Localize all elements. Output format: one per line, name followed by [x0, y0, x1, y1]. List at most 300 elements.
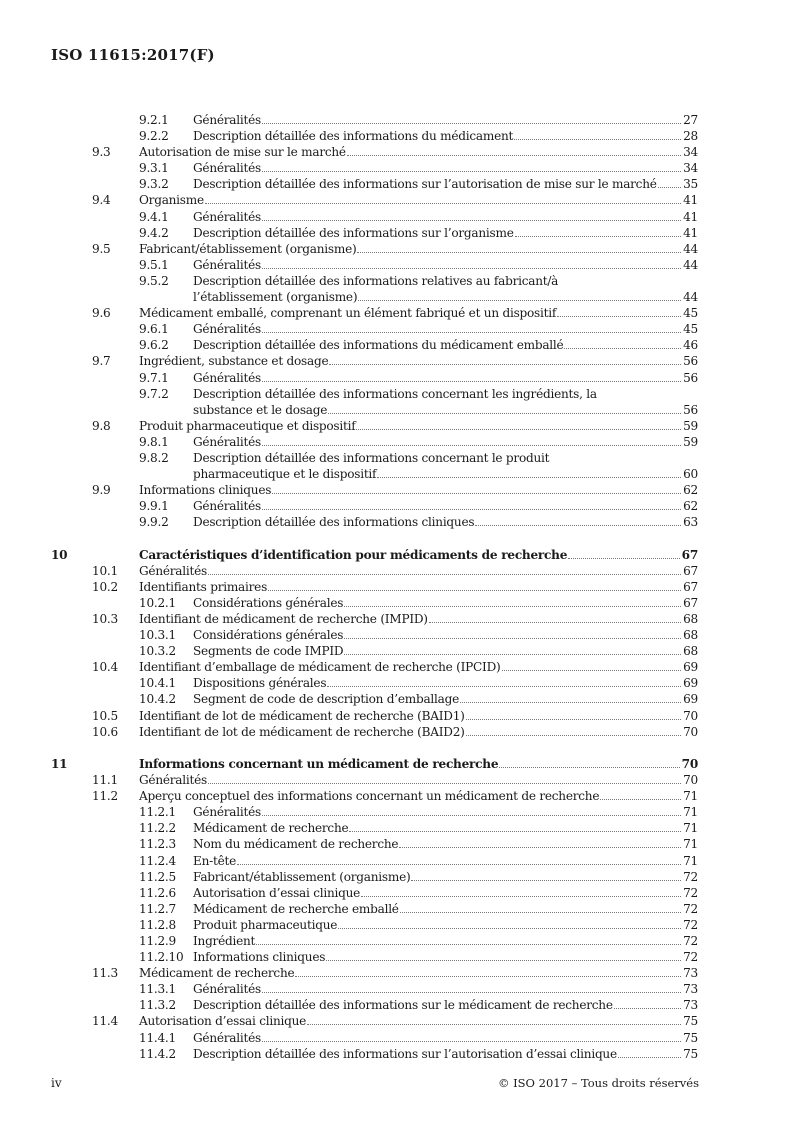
- toc-entry-number: 11.2.4: [139, 853, 176, 868]
- toc-entry[interactable]: [0, 160, 793, 176]
- toc-entry-title-line: [193, 643, 682, 659]
- toc-entry-title-line: [193, 514, 682, 530]
- toc-entry[interactable]: [0, 933, 793, 949]
- toc-entry-number: 11.2.5: [139, 869, 176, 884]
- toc-entry-title: Produit pharmaceutique: [193, 917, 338, 932]
- toc-entry-page: 75: [683, 1030, 698, 1045]
- toc-entry-title: Fabricant/établissement (organisme): [139, 241, 357, 256]
- toc-entry-title: Généralités: [193, 209, 261, 224]
- toc-entry-title-line: [139, 305, 682, 321]
- toc-entry-title-line: [193, 128, 682, 144]
- toc-entry-title: Généralités: [193, 1030, 261, 1045]
- toc-entry-page: 72: [683, 901, 698, 916]
- toc-entry-page: 71: [683, 789, 698, 804]
- toc-entry-number: 9.3.2: [139, 177, 169, 192]
- toc-entry[interactable]: [0, 144, 793, 160]
- dot-leader: [399, 847, 681, 848]
- toc-entry-number: 9.8: [92, 418, 111, 433]
- toc-entry-number: 9.5.2: [139, 273, 169, 288]
- toc-entry-page: 27: [683, 113, 698, 127]
- toc-entry-title-line: [139, 353, 682, 369]
- toc-entry[interactable]: [0, 853, 793, 869]
- toc-entry[interactable]: [0, 176, 793, 192]
- dot-leader: [502, 670, 682, 671]
- toc-entry-number: 9.2.1: [139, 113, 169, 127]
- toc-entry-page: 62: [683, 483, 698, 498]
- toc-entry-title-continuation: [193, 289, 682, 305]
- toc-entry[interactable]: [0, 756, 793, 772]
- toc-entry-title: Aperçu conceptuel des informations concernant un médicament de recherche: [139, 789, 600, 804]
- toc-entry-title-line: [193, 885, 682, 901]
- toc-entry-page: 41: [683, 225, 698, 240]
- toc-entry-page: 59: [683, 434, 698, 449]
- toc-entry-number: 11.2.10: [139, 950, 184, 965]
- toc-entry-title-line: [139, 547, 681, 563]
- toc-entry-title: Description détaillée des informations concernant les ingrédients, la: [193, 386, 597, 401]
- toc-entry-number: 9.9.2: [139, 515, 169, 530]
- toc-entry-title: Identifiant de lot de médicament de recherche (BAID2): [139, 724, 465, 739]
- toc-entry[interactable]: [0, 691, 793, 707]
- toc-entry[interactable]: [0, 885, 793, 901]
- toc-entry-number: 9.8.2: [139, 450, 169, 465]
- toc-entry-number: 11.2.6: [139, 885, 176, 900]
- toc-entry-page: 72: [683, 950, 698, 965]
- toc-entry-number: 9.4: [92, 193, 111, 208]
- toc-entry-page: 67: [683, 579, 698, 594]
- toc-entry[interactable]: [0, 257, 793, 273]
- toc-entry-page: 44: [683, 241, 698, 256]
- toc-entry-number: 11.3.2: [139, 998, 176, 1013]
- toc-entry-title: Description détaillée des informations sur l’autorisation d’essai clinique: [193, 1046, 617, 1061]
- dot-leader: [326, 960, 681, 961]
- toc-entry-number: 10.6: [92, 724, 118, 739]
- toc-entry[interactable]: [0, 643, 793, 659]
- toc-entry-number: 11.2.1: [139, 805, 176, 820]
- toc-entry-page: 73: [683, 966, 698, 981]
- toc-entry[interactable]: [0, 804, 793, 820]
- toc-entry[interactable]: [0, 772, 793, 788]
- dot-leader: [307, 1024, 681, 1025]
- toc-entry[interactable]: [0, 901, 793, 917]
- toc-entry[interactable]: [0, 450, 793, 482]
- toc-entry[interactable]: [0, 997, 793, 1013]
- toc-entry-title: Ingrédient: [193, 933, 256, 948]
- toc-entry-title: Autorisation de mise sur le marché: [139, 145, 346, 160]
- toc-entry-title: Médicament emballé, comprenant un élément fabriqué et un dispositif: [139, 306, 557, 321]
- toc-entry-page: 41: [683, 209, 698, 224]
- toc-entry-title-line: [139, 482, 682, 498]
- dot-leader: [358, 300, 681, 301]
- dot-leader: [262, 268, 681, 269]
- toc-entry-title: Médicament de recherche: [193, 821, 349, 836]
- toc-entry-page: 34: [683, 161, 698, 176]
- toc-entry-title: Généralités: [193, 113, 261, 127]
- toc-entry[interactable]: [0, 128, 793, 144]
- toc-entry[interactable]: [0, 627, 793, 643]
- toc-entry-title-line: [193, 675, 682, 691]
- toc-entry[interactable]: [0, 965, 793, 981]
- toc-entry-page: 70: [683, 773, 698, 788]
- toc-entry[interactable]: [0, 949, 793, 965]
- toc-entry[interactable]: [0, 1046, 793, 1062]
- toc-entry-title: Description détaillée des informations relatives au fabricant/à: [193, 273, 559, 288]
- dot-leader: [499, 767, 680, 768]
- toc-entry-number: 11.1: [92, 773, 118, 788]
- toc-entry[interactable]: [0, 675, 793, 691]
- toc-entry-page: 63: [683, 515, 698, 530]
- toc-entry-title-line: [193, 337, 682, 353]
- toc-entry-number: 10.5: [92, 708, 118, 723]
- toc-entry-title-line: [193, 691, 682, 707]
- toc-entry[interactable]: [0, 434, 793, 450]
- toc-entry-page: 70: [683, 724, 698, 739]
- toc-entry-page: 70: [683, 708, 698, 723]
- toc-entry-title-line: [193, 176, 682, 192]
- toc-entry-title-line: [193, 321, 682, 337]
- toc-entry-page: 28: [683, 129, 698, 144]
- toc-entry-title-line: [139, 1013, 682, 1029]
- toc-entry-number: 11.2.8: [139, 917, 176, 932]
- toc-entry-page: 71: [683, 805, 698, 820]
- toc-entry-page: 73: [683, 998, 698, 1013]
- toc-entry[interactable]: [0, 321, 793, 337]
- dot-leader: [400, 912, 681, 913]
- toc-entry-title: Médicament de recherche: [139, 966, 295, 981]
- toc-entry-title-line: [139, 788, 682, 804]
- dot-leader: [329, 364, 681, 365]
- toc-entry-page: 67: [683, 563, 698, 578]
- toc-entry-title-part2: pharmaceutique et le dispositif: [193, 466, 377, 481]
- toc-entry[interactable]: [0, 225, 793, 241]
- toc-entry-page: 56: [683, 402, 698, 417]
- toc-entry-title-line: [139, 418, 682, 434]
- toc-entry-title-continuation: [193, 466, 682, 482]
- dot-leader: [466, 719, 681, 720]
- toc-entry[interactable]: [0, 353, 793, 369]
- dot-leader: [262, 171, 681, 172]
- toc-entry-title-line: [193, 949, 682, 965]
- toc-entry-title: Informations cliniques: [193, 950, 326, 965]
- toc-entry-number: 10.3: [92, 612, 118, 626]
- toc-entry-title: Généralités: [193, 257, 261, 272]
- toc-entry-title-line: [139, 659, 682, 675]
- toc-entry-number: 11.2.2: [139, 821, 176, 836]
- toc-entry-title-line: [193, 434, 682, 450]
- toc-entry-title-line: [193, 257, 682, 273]
- toc-entry-number: 9.8.1: [139, 434, 169, 449]
- toc-entry-number: 9.4.2: [139, 225, 169, 240]
- dot-leader: [262, 992, 681, 993]
- toc-entry[interactable]: [0, 112, 793, 128]
- dot-leader: [514, 139, 681, 140]
- toc-entry-number: 11: [51, 756, 68, 771]
- dot-leader: [349, 831, 681, 832]
- toc-entry-title: Identifiant de médicament de recherche (IMPID): [139, 612, 428, 626]
- toc-entry-title: Caractéristiques d’identification pour médicaments de recherche: [139, 547, 568, 562]
- toc-entry-page: 71: [683, 837, 698, 852]
- toc-entry-title-line: [193, 225, 682, 241]
- toc-entry-page: 72: [683, 869, 698, 884]
- toc-entry-title-line: [193, 917, 682, 933]
- dot-leader: [475, 525, 681, 526]
- toc-entry-title-line: [193, 370, 682, 386]
- toc-entry[interactable]: [0, 611, 793, 627]
- dot-leader: [262, 381, 681, 382]
- dot-leader: [256, 944, 681, 945]
- toc-entry[interactable]: [0, 724, 793, 740]
- toc-entry-number: 9.7: [92, 354, 111, 369]
- toc-entry-number: 10.2.1: [139, 595, 176, 610]
- toc-entry[interactable]: [0, 708, 793, 724]
- toc-entry-title-line: [193, 1030, 682, 1046]
- toc-entry-number: 9.6: [92, 306, 111, 321]
- toc-entry-title: Généralités: [139, 773, 207, 788]
- toc-entry-title: Généralités: [193, 434, 261, 449]
- toc-entry-title-line: [139, 563, 682, 579]
- toc-entry[interactable]: [0, 305, 793, 321]
- dot-leader: [429, 622, 681, 623]
- toc-entry[interactable]: [0, 370, 793, 386]
- toc-entry-number: 11.3: [92, 966, 118, 981]
- toc-entry-page: 67: [683, 595, 698, 610]
- dot-leader: [411, 880, 681, 881]
- toc-entry[interactable]: [0, 579, 793, 595]
- dot-leader: [614, 1008, 681, 1009]
- toc-entry-title-line: [193, 273, 682, 305]
- toc-entry-number: 9.5.1: [139, 257, 169, 272]
- toc-entry[interactable]: [0, 337, 793, 353]
- toc-entry-title: Segments de code IMPID: [193, 644, 344, 659]
- dot-leader: [344, 606, 681, 607]
- toc-entry-title: Description détaillée des informations sur le médicament de recherche: [193, 998, 613, 1013]
- toc-entry[interactable]: [0, 482, 793, 498]
- toc-entry-number: 9.5: [92, 241, 111, 256]
- toc-entry[interactable]: [0, 788, 793, 804]
- toc-entry-number: 10.3.2: [139, 644, 176, 659]
- toc-entry-title: Produit pharmaceutique et dispositif: [139, 418, 356, 433]
- toc-entry-title: Médicament de recherche emballé: [193, 901, 399, 916]
- dot-leader: [600, 799, 681, 800]
- toc-entry-title-line: [193, 627, 682, 643]
- toc-entry[interactable]: [0, 563, 793, 579]
- toc-entry-title-line: [193, 112, 682, 128]
- toc-entry-title-line: [193, 498, 682, 514]
- toc-entry-number: 11.2: [92, 789, 118, 804]
- toc-entry[interactable]: [0, 209, 793, 225]
- toc-entry-title: Dispositions générales: [193, 676, 327, 691]
- toc-entry-page: 75: [683, 1014, 698, 1029]
- toc-entry-page: 56: [683, 354, 698, 369]
- toc-entry-page: 60: [683, 466, 698, 481]
- toc-entry-page: 59: [683, 418, 698, 433]
- toc-entry-title: Description détaillée des informations du médicament: [193, 129, 514, 144]
- toc-entry-title-line: [139, 772, 682, 788]
- toc-entry-title-line: [193, 595, 682, 611]
- toc-entry-title-line: [139, 241, 682, 257]
- toc-entry-page: 71: [683, 821, 698, 836]
- dot-leader: [262, 815, 681, 816]
- toc-entry-title-line: [193, 804, 682, 820]
- toc-entry-title-line: [193, 933, 682, 949]
- toc-entry-number: 11.2.9: [139, 933, 176, 948]
- toc-entry-title: Description détaillée des informations cliniques: [193, 515, 475, 530]
- toc-entry-title-line: [193, 160, 682, 176]
- toc-entry-title: Description détaillée des informations sur l’organisme: [193, 225, 514, 240]
- toc-entry-number: 10.4: [92, 660, 118, 675]
- toc-entry-number: 10.4.1: [139, 676, 176, 691]
- toc-entry[interactable]: [0, 659, 793, 675]
- toc-entry-title: Description détaillée des informations concernant le produit: [193, 450, 550, 465]
- toc-entry-title-line: [139, 611, 682, 627]
- dot-leader: [262, 220, 681, 221]
- toc-entry-title-line: [193, 853, 682, 869]
- toc-entry-page: 44: [683, 257, 698, 272]
- toc-entry-title-line: [193, 386, 682, 418]
- toc-entry-title-line: [139, 724, 682, 740]
- dot-leader: [295, 976, 681, 977]
- toc-entry-page: 68: [683, 612, 698, 626]
- toc-entry-number: 9.2.2: [139, 129, 169, 144]
- toc-entry-title: Autorisation d’essai clinique: [193, 885, 361, 900]
- toc-entry[interactable]: [0, 836, 793, 852]
- toc-entry-number: 9.9: [92, 483, 111, 498]
- dot-leader: [618, 1057, 681, 1058]
- toc-entry-title: Généralités: [193, 982, 261, 997]
- toc-entry-page: 56: [683, 370, 698, 385]
- toc-entry[interactable]: [0, 917, 793, 933]
- toc-entry-title: Ingrédient, substance et dosage: [139, 354, 329, 369]
- toc-entry[interactable]: [0, 386, 793, 418]
- dot-leader: [262, 509, 681, 510]
- toc-entry-title-line: [193, 997, 682, 1013]
- toc-entry-title: Généralités: [193, 370, 261, 385]
- dot-leader: [361, 896, 681, 897]
- toc-entry-title-line: [139, 144, 682, 160]
- dot-leader: [356, 429, 681, 430]
- toc-entry[interactable]: [0, 498, 793, 514]
- toc-entry-number: 9.6.2: [139, 338, 169, 353]
- toc-entry-number: 10.2: [92, 579, 118, 594]
- dot-leader: [237, 864, 681, 865]
- toc-entry-page: 68: [683, 628, 698, 643]
- toc-entry-title: Organisme: [139, 193, 204, 208]
- toc-entry-title: Segment de code de description d’emballage: [193, 692, 460, 707]
- toc-entry-page: 62: [683, 499, 698, 514]
- toc-entry[interactable]: [0, 514, 793, 530]
- toc-entry-page: 35: [683, 177, 698, 192]
- toc-entry-title-line: [139, 708, 682, 724]
- dot-leader: [658, 187, 681, 188]
- toc-entry-number: 9.3.1: [139, 161, 169, 176]
- toc-entry[interactable]: [0, 981, 793, 997]
- toc-entry-page: 75: [683, 1046, 698, 1061]
- toc-entry-title: Considérations générales: [193, 595, 344, 610]
- toc-entry-page: 72: [683, 885, 698, 900]
- toc-entry-number: 9.6.1: [139, 322, 169, 337]
- dot-leader: [460, 702, 681, 703]
- toc-entry[interactable]: [0, 820, 793, 836]
- toc-entry-page: 71: [683, 853, 698, 868]
- toc-entry-title-line: [193, 901, 682, 917]
- toc-entry-title: Généralités: [193, 161, 261, 176]
- toc-entry-title: Autorisation d’essai clinique: [139, 1014, 307, 1029]
- toc-entry-page: 69: [683, 660, 698, 675]
- toc-entry-number: 11.4.2: [139, 1046, 176, 1061]
- toc-entry-title-line: [139, 192, 682, 208]
- dot-leader: [377, 477, 681, 478]
- toc-entry-title-line: [193, 450, 682, 482]
- toc-entry-title-part2: l’établissement (organisme): [193, 289, 358, 304]
- toc-entry-number: 9.9.1: [139, 499, 169, 514]
- document-id: ISO 11615:2017(F): [51, 46, 215, 64]
- dot-leader: [564, 348, 681, 349]
- toc-entry[interactable]: [0, 1013, 793, 1029]
- toc-entry-number: 9.4.1: [139, 209, 169, 224]
- toc-entry-page: 68: [683, 644, 698, 659]
- toc-entry-page: 70: [681, 756, 698, 771]
- toc-entry[interactable]: [0, 192, 793, 208]
- toc-entry-title-line: [193, 836, 682, 852]
- toc-entry[interactable]: [0, 547, 793, 563]
- toc-entry[interactable]: [0, 595, 793, 611]
- dot-leader: [338, 928, 681, 929]
- dot-leader: [347, 155, 681, 156]
- dot-leader: [262, 123, 681, 124]
- toc-entry-title: Considérations générales: [193, 628, 344, 643]
- toc-entry-title: Identifiant de lot de médicament de recherche (BAID1): [139, 708, 465, 723]
- toc-entry-page: 46: [683, 338, 698, 353]
- toc-entry-page: 67: [681, 547, 698, 562]
- dot-leader: [262, 445, 681, 446]
- toc-entry-page: 72: [683, 917, 698, 932]
- dot-leader: [327, 686, 681, 687]
- dot-leader: [515, 236, 681, 237]
- toc-entry[interactable]: [0, 1030, 793, 1046]
- dot-leader: [344, 654, 681, 655]
- toc-entry-title: Identifiant d’emballage de médicament de recherche (IPCID): [139, 660, 501, 675]
- toc-entry-page: 44: [683, 289, 698, 304]
- toc-entry-page: 69: [683, 692, 698, 707]
- toc-entry-page: 41: [683, 193, 698, 208]
- toc-entry-title-line: [193, 1046, 682, 1062]
- toc-entry-page: 69: [683, 676, 698, 691]
- toc-entry-number: 11.3.1: [139, 982, 176, 997]
- toc-entry-title: Fabricant/établissement (organisme): [193, 869, 411, 884]
- dot-leader: [272, 493, 681, 494]
- dot-leader: [205, 203, 681, 204]
- toc-entry-number: 10.4.2: [139, 692, 176, 707]
- toc-entry-number: 9.7.2: [139, 386, 169, 401]
- toc-entry[interactable]: [0, 241, 793, 257]
- toc-entry-title: Généralités: [139, 563, 207, 578]
- toc-entry-title: Identifiants primaires: [139, 579, 268, 594]
- dot-leader: [344, 638, 681, 639]
- toc-entry-number: 9.3: [92, 145, 111, 160]
- dot-leader: [466, 735, 681, 736]
- toc-entry[interactable]: [0, 418, 793, 434]
- toc-entry-title-line: [193, 981, 682, 997]
- dot-leader: [262, 1041, 681, 1042]
- toc-entry-title: Généralités: [193, 805, 261, 820]
- toc-entry[interactable]: [0, 273, 793, 305]
- toc-entry-number: 10.1: [92, 563, 118, 578]
- toc-entry-number: 11.2.3: [139, 837, 176, 852]
- toc-entry-title: En-tête: [193, 853, 236, 868]
- toc-entry-number: 11.2.7: [139, 901, 176, 916]
- toc-entry-title: Généralités: [193, 499, 261, 514]
- toc-entry[interactable]: [0, 869, 793, 885]
- toc-entry-title: Informations concernant un médicament de recherche: [139, 756, 499, 771]
